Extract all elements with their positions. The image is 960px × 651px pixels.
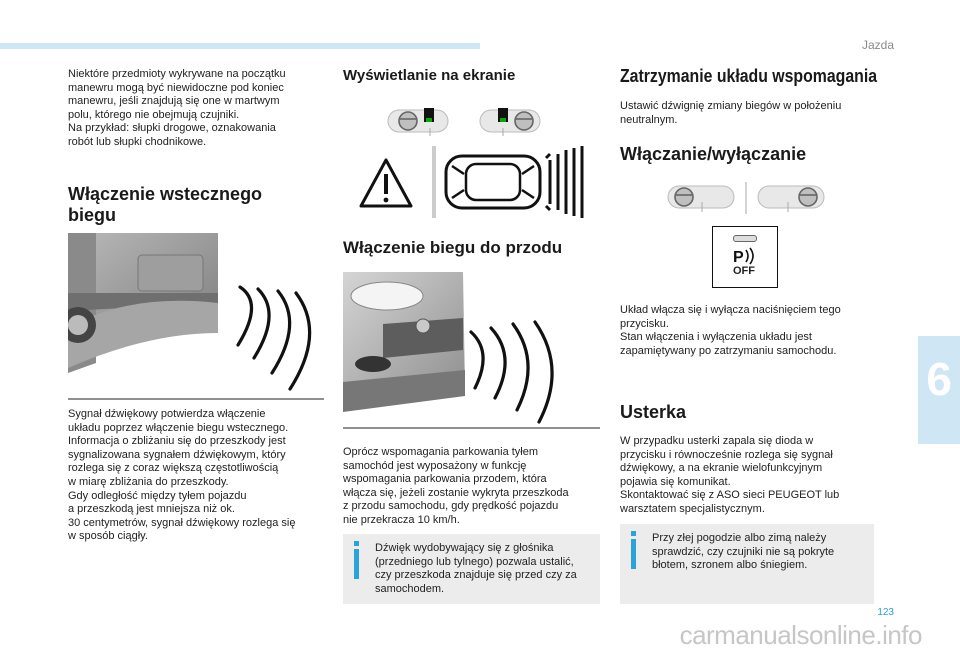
display-unit-left-icon xyxy=(386,102,450,138)
rear-car-sensor-illustration xyxy=(68,233,324,401)
display-unit-right-icon xyxy=(478,102,542,138)
header-accent-bar xyxy=(0,43,480,49)
reverse-gear-heading: Włączenie wstecznego biegu xyxy=(68,184,263,225)
stop-system-heading: Zatrzymanie układu wspomagania xyxy=(620,66,878,86)
forward-gear-text: Oprócz wspomagania parkowania tyłem samochód jest wyposażony w funkcję wspomagania parkowania przodem, która włącza się, jeżeli zostanie wykryta przeszkoda z przodu samochodu, gdy prędkość pojazdu nie przekracza 10 km/h. xyxy=(343,446,569,526)
page-number: 123 xyxy=(877,607,894,618)
forward-gear-heading: Włączenie biegu do przodu xyxy=(343,238,563,257)
stop-system-text: Ustawić dźwignię zmiany biegów w położeniu neutralnym. xyxy=(620,100,842,126)
on-off-text: Układ włącza się i wyłącza naciśnięciem tego przycisku. Stan włączenia i wyłączenia układu jest zapamiętywany po zatrzymaniu samochodu. xyxy=(620,304,841,357)
info-icon xyxy=(631,531,636,569)
info-note-weather-text: Przy złej pogodzie albo zimą należy sprawdzić, czy czujniki nie są pokryte błotem, szronem albo śniegiem. xyxy=(652,532,835,572)
reverse-gear-text: Sygnał dźwiękowy potwierdza włączenie układu poprzez włączenie biegu wstecznego. Informacja o zbliżaniu się do przeszkody jest sygnalizowana sygnałem dźwiękowym, który rozlega się z coraz większą częstotliwością w miarę zbliżania do przeszkody. Gdy odległość między tyłem pojazdu a przeszkodą jest mniejsza niż ok. 30 centymetrów, sygnał dźwiękowy rozlega się w sposób ciągły. xyxy=(68,408,296,543)
button-off-label: OFF xyxy=(733,265,755,277)
info-note-weather xyxy=(620,524,874,604)
section-title: Jazda xyxy=(861,38,894,52)
park-assist-off-button-icon xyxy=(712,226,778,288)
fault-heading: Usterka xyxy=(620,402,687,422)
fault-text: W przypadku usterki zapala się dioda w przycisku i równocześnie rozlega się sygnał dźwiękowy, a na ekranie wielofunkcyjnym pojawia się komunikat. Skontaktować się z ASO sieci PEUGEOT lub warsztatem specjalistycznym. xyxy=(620,435,840,515)
display-units-icon xyxy=(664,180,828,216)
warning-triangle-icon xyxy=(356,154,416,214)
info-icon xyxy=(354,541,359,579)
intro-paragraph: Niektóre przedmioty wykrywane na początku manewru mogą być niewidoczne pod koniec manewru, jeśli znajdują się one w martwym polu, którego nie obejmują czujniki. Na przykład: słupki drogowe, oznakowania robót lub słupki chodnikowe. xyxy=(68,68,286,148)
svg-text:P: P xyxy=(733,249,744,265)
front-car-sensor-illustration xyxy=(343,272,600,430)
chapter-number: 6 xyxy=(926,353,952,405)
screen-display-heading: Wyświetlanie na ekranie xyxy=(343,67,516,84)
watermark: carmanualsonline.info xyxy=(679,620,922,650)
on-off-heading: Włączanie/wyłączanie xyxy=(620,144,807,164)
info-note-speaker xyxy=(343,534,600,604)
car-top-view-sensors-icon xyxy=(428,144,588,220)
info-note-speaker-text: Dźwięk wydobywający się z głośnika (przedniego lub tylnego) pozwala ustalić, czy przeszkoda znajduje się przed czy za samochodem. xyxy=(375,542,577,595)
